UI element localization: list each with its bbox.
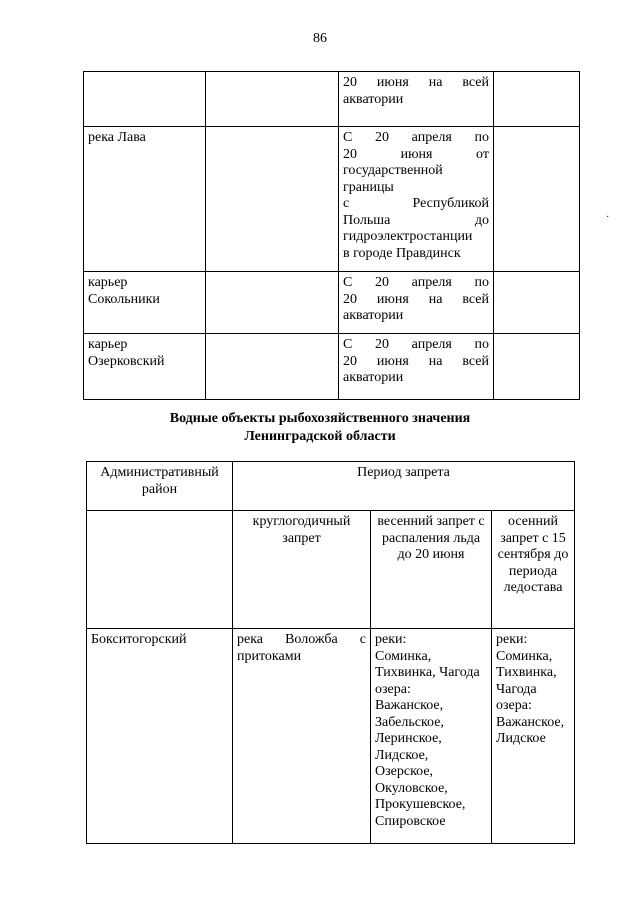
autumn-line: Соминка, [496,648,553,664]
row-empty-col-4 [494,272,580,334]
period-line: акватории [343,370,404,385]
period-line: государственной [343,163,443,178]
row-spring [371,629,492,844]
row-district: Бокситогорский [87,629,233,844]
autumn-line: озера: [496,698,532,713]
autumn-line: реки: [496,632,528,647]
spring-line: Спировское [375,813,446,829]
spring-line: Леринское, [375,731,442,746]
spring-line: Забельское, [375,714,444,730]
subheader-year-round: круглогодичный запрет [233,511,371,629]
heading-line-1: Водные объекты рыбохозяйственного значения [169,411,471,426]
period-line: гидроэлектростанции [343,229,473,244]
row-empty-col [206,127,339,272]
table-row [84,272,580,334]
period-line: С 20 апреля по [343,130,489,145]
period-line: с Республикой [343,196,489,211]
period-line: 20 июня на всей [343,353,489,369]
autumn-line: Чагода [496,681,537,697]
period-line: Польша до [343,212,489,228]
margin-mark: · [606,212,610,223]
row-empty-col [206,334,339,400]
spring-line: Прокушевское, [375,797,466,812]
period-line: 20 июня от [343,146,489,162]
period-line: границы [343,179,394,195]
row-period [339,272,494,334]
header-period: Период запрета [233,462,575,511]
row-autumn [492,629,575,844]
spring-line: Тихвинка, Чагода [375,665,480,680]
row-period [339,127,494,272]
spring-line: Важанское, [375,698,444,713]
row-name: карьер Озерковский [84,334,206,400]
period-line: С 20 апреля по [343,337,489,352]
row-name: карьер Сокольники [84,272,206,334]
spring-line: Окуловское, [375,780,448,796]
row-empty-col-4 [494,127,580,272]
subheader-autumn: осенний запрет с 15 сентября до периода ледостава [492,511,575,629]
table-leningrad [86,461,575,844]
table-row [84,127,580,272]
header-district: Административный район [87,462,233,511]
autumn-line: Важанское, [496,714,565,730]
period-line: 20 июня на всей [343,291,489,307]
spring-line: Соминка, [375,648,432,664]
spring-line: Озерское, [375,764,434,779]
spring-line: озера: [375,681,411,697]
period-line: 20 июня на всей [343,75,489,90]
section-heading [0,410,640,446]
table-row [84,334,580,400]
period-line: акватории [343,91,404,107]
autumn-line: Тихвинка, [496,665,557,680]
page-number: 86 [313,31,327,46]
period-line: акватории [343,308,404,323]
autumn-line: Лидское [496,731,546,746]
subheader-spring: весенний запрет с распаления льда до 20 июня [371,511,492,629]
spring-line: Лидское, [375,747,429,763]
period-line: в городе Правдинск [343,245,461,261]
row-empty-col [206,272,339,334]
row-year-round [233,629,371,844]
row-name [84,72,206,127]
table-subheader-row [87,511,575,629]
row-period [339,334,494,400]
table-header-row [87,462,575,511]
period-line: С 20 апреля по [343,275,489,290]
row-empty-col [206,72,339,127]
spring-line: реки: [375,632,407,647]
row-empty-col-4 [494,72,580,127]
subheader-empty [87,511,233,629]
row-name: река Лава [84,127,206,272]
table-row [84,72,580,127]
row-empty-col-4 [494,334,580,400]
table-kaliningrad [83,71,580,400]
row-period [339,72,494,127]
table-row [87,629,575,844]
heading-line-2: Ленинградской области [244,429,396,444]
row-year-round-text: река Воложба с притоками [237,632,366,664]
